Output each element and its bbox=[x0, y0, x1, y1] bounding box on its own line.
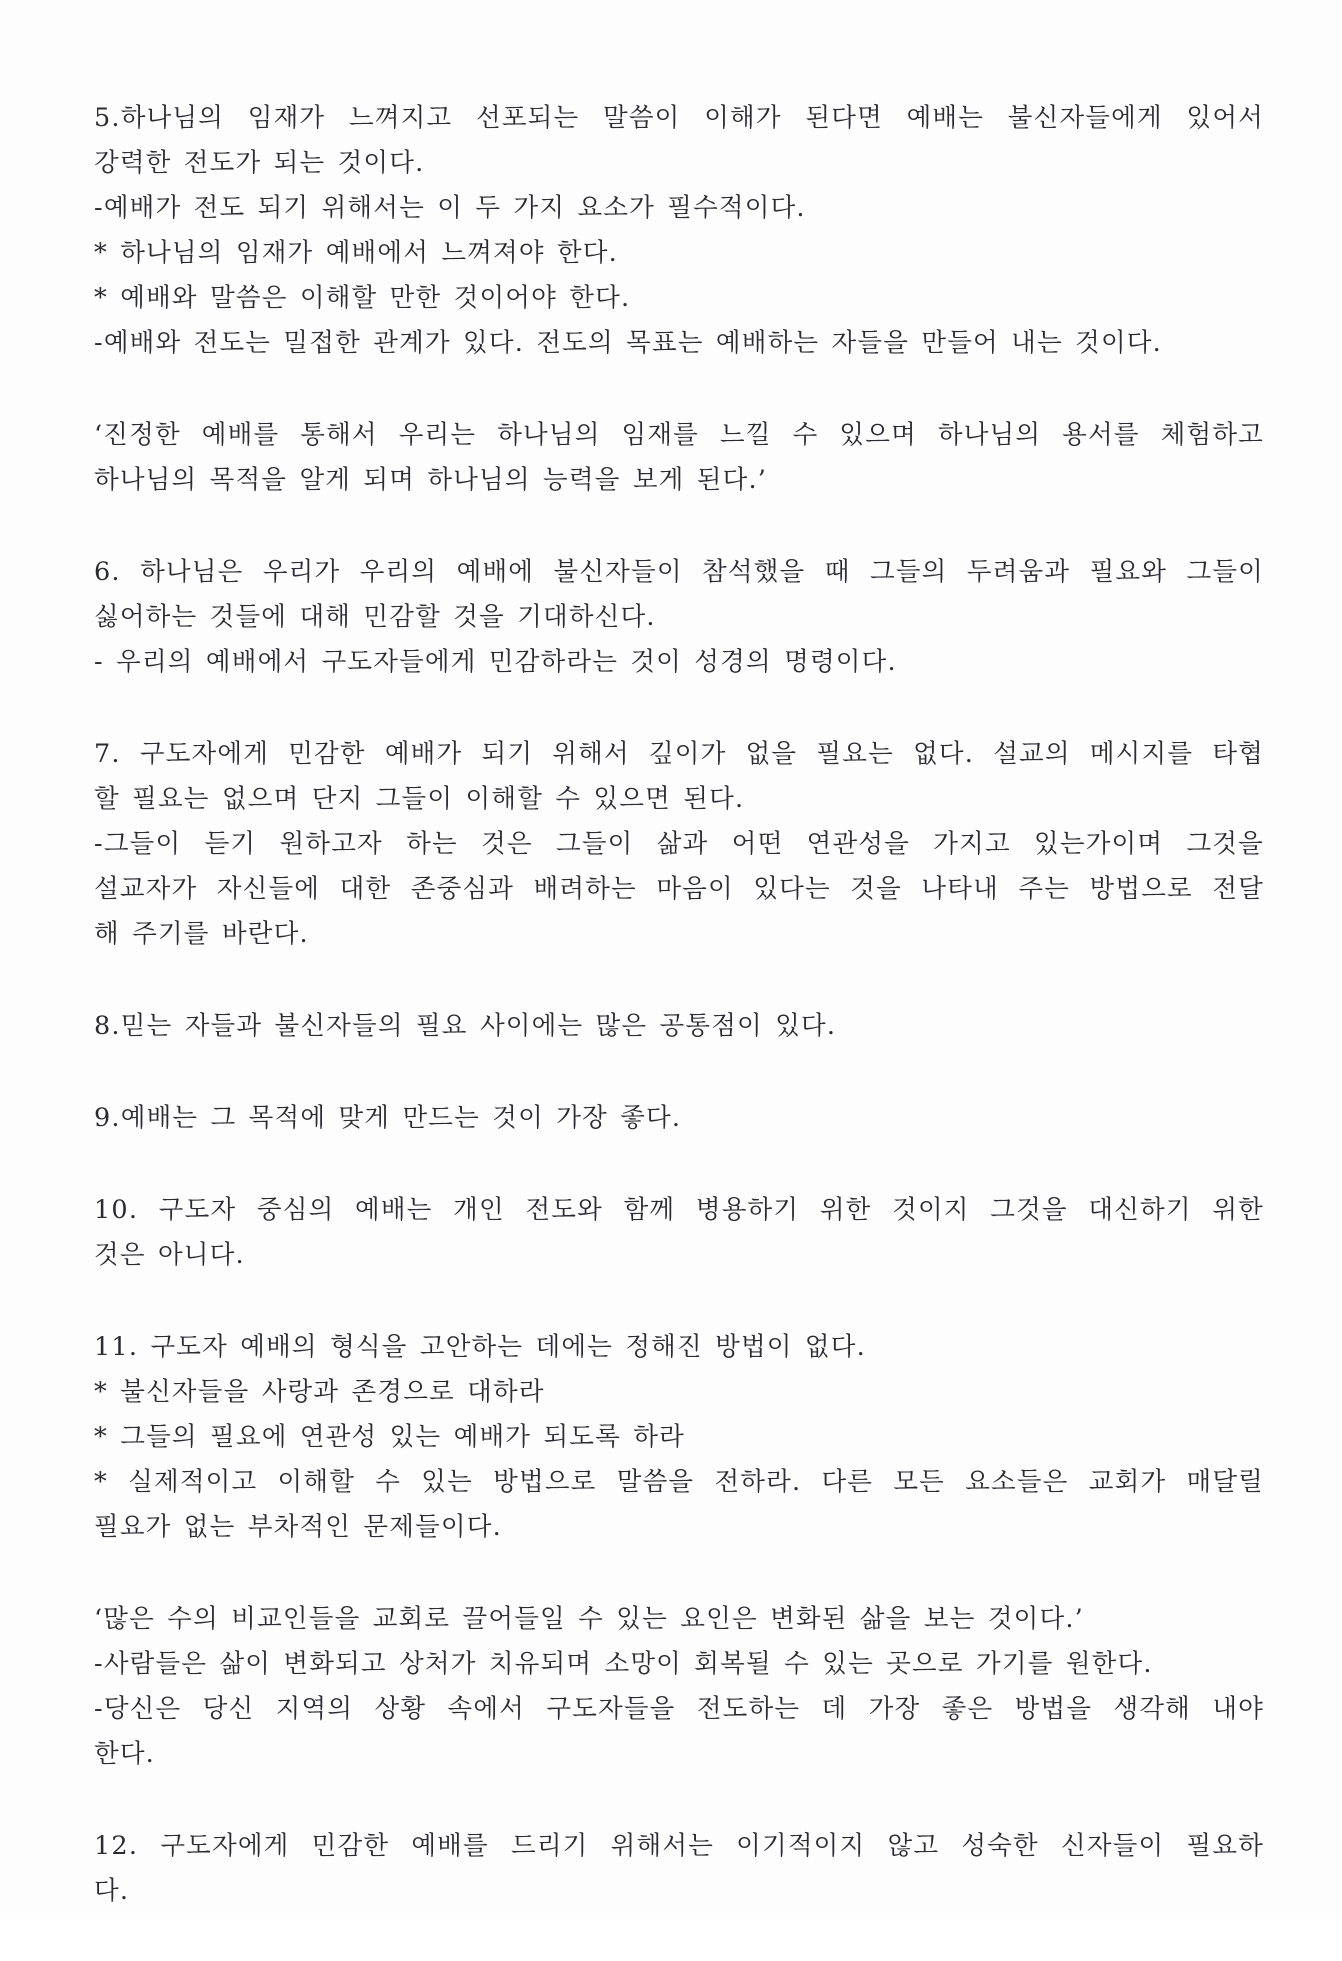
text-line: -사람들은 삶이 변화되고 상처가 치유되며 소망이 회복될 수 있는 곳으로 가기를 원한다. bbox=[94, 1649, 1153, 1679]
quote-changed-lives-section bbox=[94, 1597, 1264, 1777]
point-7-section bbox=[94, 732, 1264, 957]
text-line: * 예배와 말씀은 이해할 만한 것이어야 한다. bbox=[94, 283, 631, 313]
point-10-section bbox=[94, 1188, 1264, 1278]
text-line: 6. 하나님은 우리가 우리의 예배에 불신자들이 참석했을 때 그들의 두려움과 필요와 그들이 bbox=[94, 557, 1264, 587]
text-line: 필요가 없는 부차적인 문제들이다. bbox=[94, 1512, 502, 1542]
text-line: * 실제적이고 이해할 수 있는 방법으로 말씀을 전하라. 다른 모든 요소들은 교회가 매달릴 bbox=[94, 1467, 1264, 1497]
text-line: 강력한 전도가 되는 것이다. bbox=[94, 148, 425, 178]
text-line: -예배가 전도 되기 위해서는 이 두 가지 요소가 필수적이다. bbox=[94, 193, 806, 223]
text-line: 한다. bbox=[94, 1739, 155, 1769]
text-line: ‘많은 수의 비교인들을 교회로 끌어들일 수 있는 요인은 변화된 삶을 보는 것이다.’ bbox=[94, 1604, 1084, 1634]
point-12-section bbox=[94, 1824, 1264, 1914]
text-line: 12. 구도자에게 민감한 예배를 드리기 위해서는 이기적이지 않고 성숙한 신자들이 필요하 bbox=[94, 1831, 1264, 1861]
text-line: 하나님의 목적을 알게 되며 하나님의 능력을 보게 된다.’ bbox=[94, 465, 768, 495]
text-line: 할 필요는 없으며 단지 그들이 이해할 수 있으면 된다. bbox=[94, 784, 745, 814]
text-line: - 우리의 예배에서 구도자들에게 민감하라는 것이 성경의 명령이다. bbox=[94, 647, 897, 677]
quote-worship-section bbox=[94, 413, 1264, 503]
text-line: * 하나님의 임재가 예배에서 느껴져야 한다. bbox=[94, 238, 618, 268]
text-line: 11. 구도자 예배의 형식을 고안하는 데에는 정해진 방법이 없다. bbox=[94, 1332, 866, 1362]
text-line: -예배와 전도는 밀접한 관계가 있다. 전도의 목표는 예배하는 자들을 만들어 내는 것이다. bbox=[94, 328, 1162, 358]
text-line: 설교자가 자신들에 대한 존중심과 배려하는 마음이 있다는 것을 나타내 주는 방법으로 전달 bbox=[94, 874, 1264, 904]
text-line: * 불신자들을 사랑과 존경으로 대하라 bbox=[94, 1377, 545, 1407]
text-line: 10. 구도자 중심의 예배는 개인 전도와 함께 병용하기 위한 것이지 그것을 대신하기 위한 bbox=[94, 1195, 1264, 1225]
text-line: 5.하나님의 임재가 느껴지고 선포되는 말씀이 이해가 된다면 예배는 불신자들에게 있어서 bbox=[94, 103, 1264, 133]
text-line: 해 주기를 바란다. bbox=[94, 919, 309, 949]
point-5-section bbox=[94, 96, 1264, 366]
point-8-section bbox=[94, 1004, 1264, 1049]
point-9-section bbox=[94, 1096, 1264, 1141]
document-body bbox=[94, 96, 1264, 1961]
text-line: 8.믿는 자들과 불신자들의 필요 사이에는 많은 공통점이 있다. bbox=[94, 1011, 837, 1041]
text-line: -당신은 당신 지역의 상황 속에서 구도자들을 전도하는 데 가장 좋은 방법을 생각해 내야 bbox=[94, 1694, 1264, 1724]
point-11-section bbox=[94, 1325, 1264, 1550]
text-line: 싫어하는 것들에 대해 민감할 것을 기대하신다. bbox=[94, 602, 656, 632]
text-line: 7. 구도자에게 민감한 예배가 되기 위해서 깊이가 없을 필요는 없다. 설교의 메시지를 타협 bbox=[94, 739, 1264, 769]
text-line: 것은 아니다. bbox=[94, 1240, 245, 1270]
text-line: 9.예배는 그 목적에 맞게 만드는 것이 가장 좋다. bbox=[94, 1103, 682, 1133]
point-6-section bbox=[94, 550, 1264, 685]
text-line: -그들이 듣기 원하고자 하는 것은 그들이 삶과 어떤 연관성을 가지고 있는가이며 그것을 bbox=[94, 829, 1264, 859]
text-line: ‘진정한 예배를 통해서 우리는 하나님의 임재를 느낄 수 있으며 하나님의 용서를 체험하고 bbox=[94, 420, 1264, 450]
text-line: 다. bbox=[94, 1876, 130, 1906]
text-line: * 그들의 필요에 연관성 있는 예배가 되도록 하라 bbox=[94, 1422, 685, 1452]
